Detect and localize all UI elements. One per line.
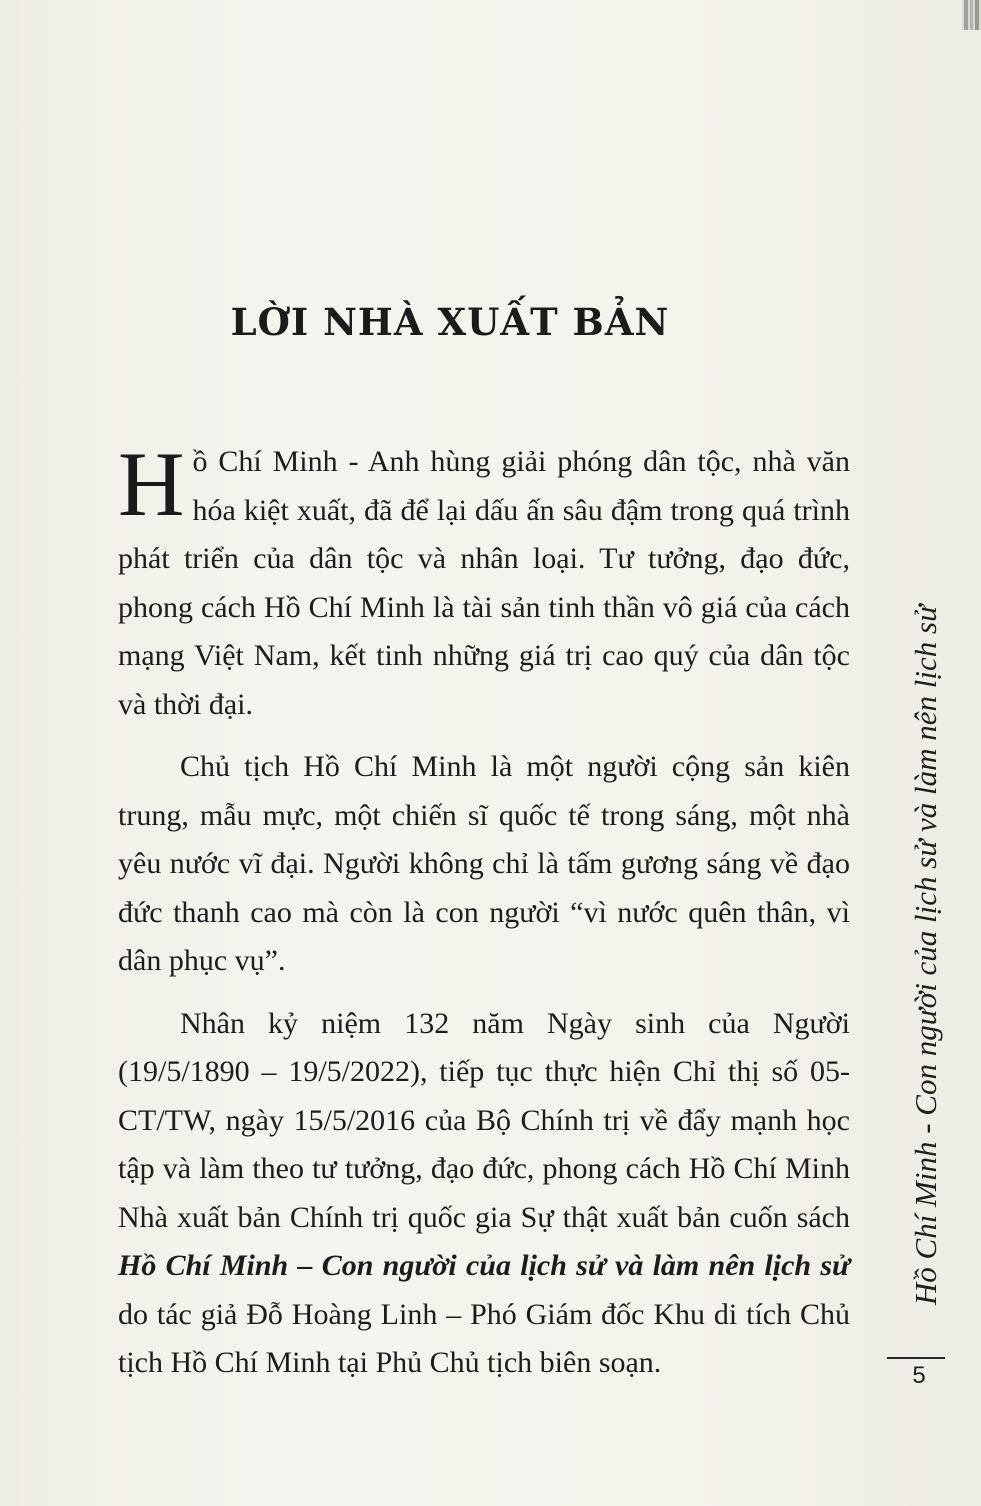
book-title-emphasis: Hồ Chí Minh – Con người của lịch sử và làm nên lịch sử	[118, 1249, 850, 1282]
paragraph-3-text-b: do tác giả Đỗ Hoàng Linh – Phó Giám đốc Khu di tích Chủ tịch Hồ Chí Minh tại Phủ Chủ tịch biên soạn.	[118, 1297, 850, 1379]
paragraph-3	[118, 1000, 850, 1388]
paragraph-1-text: ồ Chí Minh - Anh hùng giải phóng dân tộc, nhà văn hóa kiệt xuất, đã để lại dấu ấn sâu đậm trong quá trình phát triển của dân tộc và nhân loại. Tư tưởng, đạo đức, phong cách Hồ Chí Minh là tài sản tinh thần vô giá của cách mạng Việt Nam, kết tinh những giá trị cao quý của dân tộc và thời đại.	[118, 445, 850, 721]
scan-corner-mark-icon	[962, 0, 981, 30]
paragraph-1	[118, 433, 850, 729]
paragraph-3-text-a: Nhân kỷ niệm 132 năm Ngày sinh của Người (19/5/1890 – 19/5/2022), tiếp tục thực hiện Chỉ thị số 05-CT/TW, ngày 15/5/2016 của Bộ Chính trị về đẩy mạnh học tập và làm theo tư tưởng, đạo đức, phong cách Hồ Chí Minh Nhà xuất bản Chính trị quốc gia Sự thật xuất bản cuốn sách	[118, 1006, 850, 1234]
body-text	[118, 433, 850, 1402]
paragraph-2: Chủ tịch Hồ Chí Minh là một người cộng sản kiên trung, mẫu mực, một chiến sĩ quốc tế trong sáng, một nhà yêu nước vĩ đại. Người không chỉ là tấm gương sáng về đạo đức thanh cao mà còn là con người “vì nước quên thân, vì dân phục vụ”.	[118, 750, 850, 977]
running-title: Hồ Chí Minh - Con người của lịch sử và làm nên lịch sử	[908, 604, 943, 1306]
running-title-sidebar	[896, 560, 956, 1350]
page-number: 5	[912, 1362, 926, 1389]
drop-cap: H	[118, 433, 185, 535]
page-title: LỜI NHÀ XUẤT BẢN	[230, 300, 670, 344]
page-number-rule	[887, 1357, 945, 1359]
bleed-through-texture	[40, 120, 860, 168]
